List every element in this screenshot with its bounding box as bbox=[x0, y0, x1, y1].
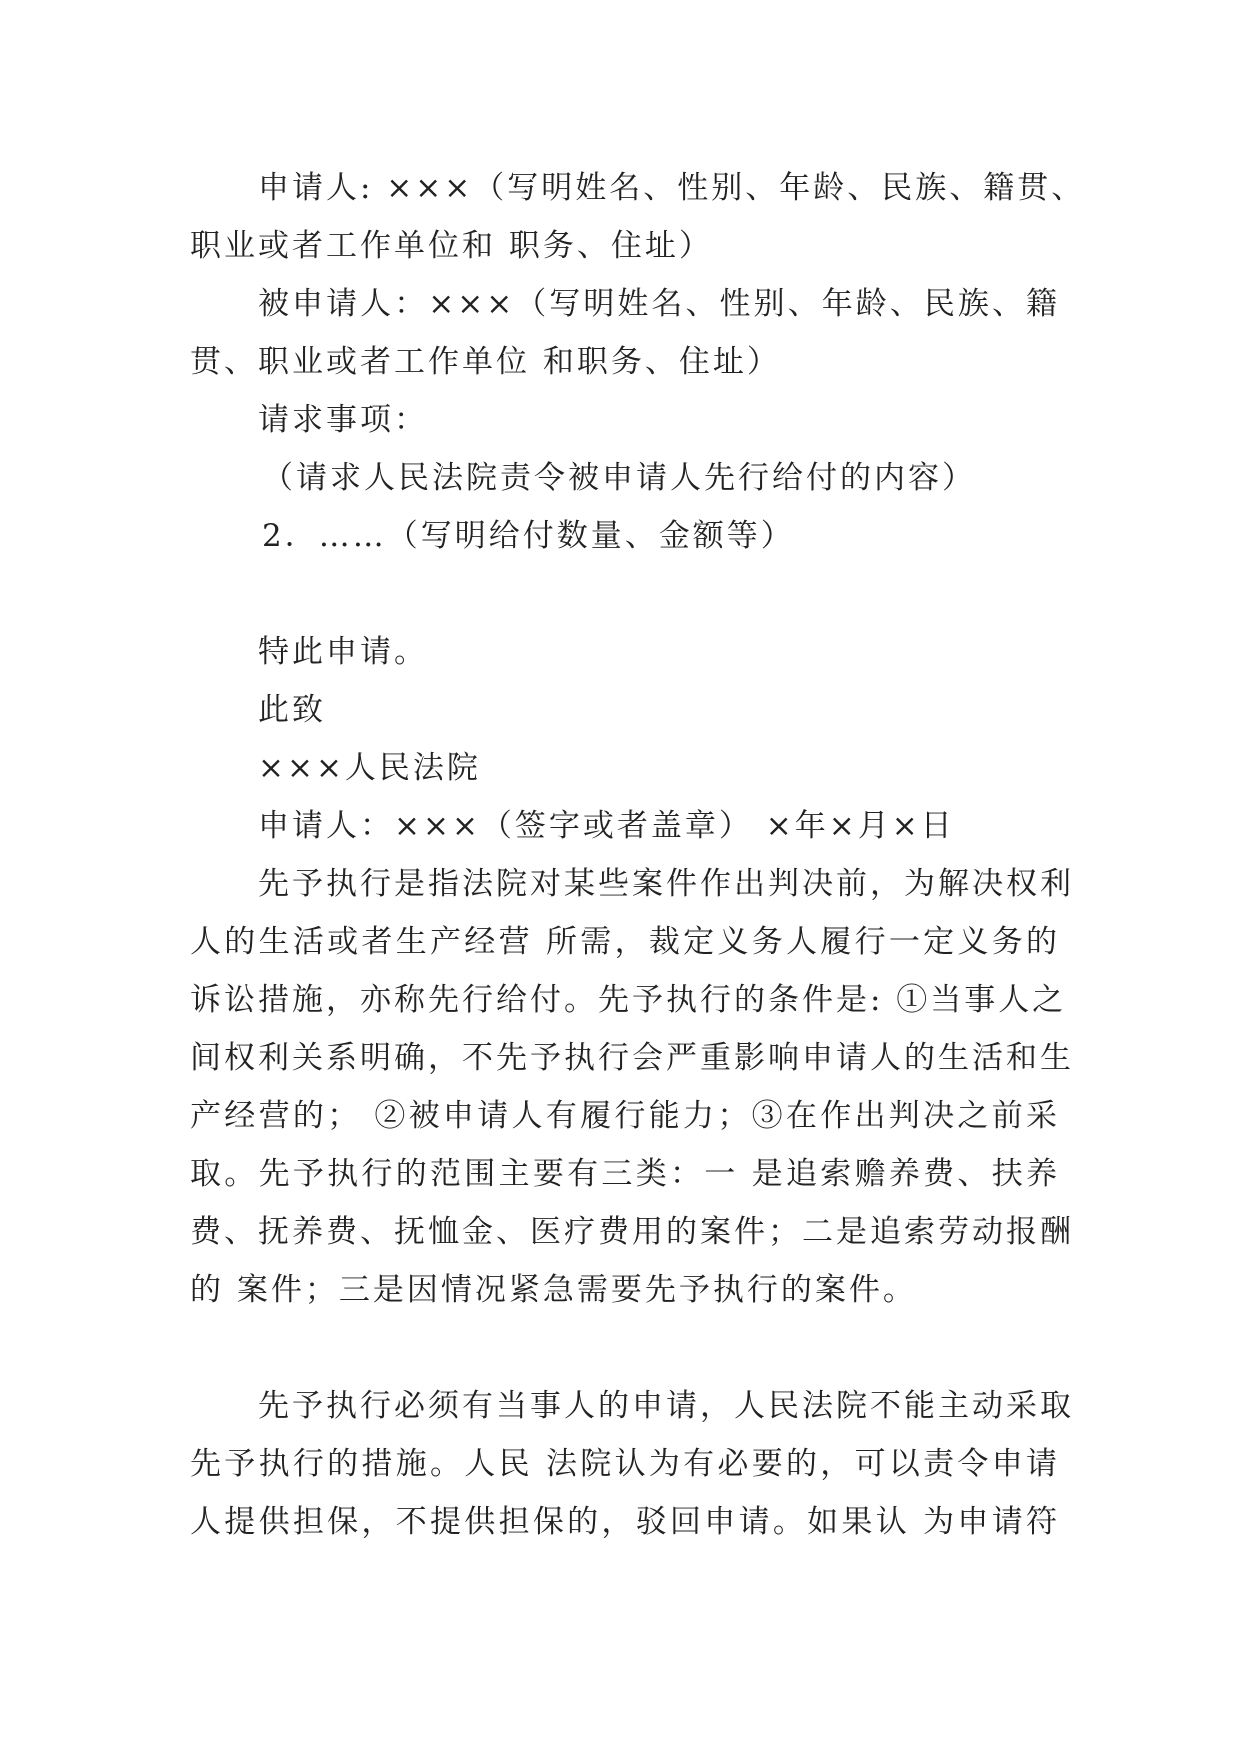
respondent-line: 被申请人：×××（写明姓名、性别、年龄、民族、籍 bbox=[258, 286, 1060, 322]
applicant-line: 申请人: ×××（写明姓名、性别、年龄、民族、籍贯、 bbox=[258, 170, 1086, 206]
paragraph-2-line-3: 人提供担保，不提供担保的，驳回申请。如果认 为申请符 bbox=[190, 1504, 1060, 1540]
closing-phrase: 特此申请。 bbox=[258, 634, 428, 670]
court-name: ×××人民法院 bbox=[258, 750, 481, 786]
paragraph-1-line-8: 的 案件；三是因情况紧急需要先予执行的案件。 bbox=[190, 1272, 917, 1308]
request-heading: 请求事项： bbox=[258, 402, 428, 438]
paragraph-1-line-1: 先予执行是指法院对某些案件作出判决前，为解决权利 bbox=[258, 866, 1074, 902]
paragraph-1-line-4: 间权利关系明确，不先予执行会严重影响申请人的生活和生 bbox=[190, 1040, 1074, 1076]
paragraph-2-line-1: 先予执行必须有当事人的申请，人民法院不能主动采取 bbox=[258, 1388, 1074, 1424]
applicant-line-cont: 职业或者工作单位和 职务、住址） bbox=[190, 228, 713, 264]
paragraph-2-line-2: 先予执行的措施。人民 法院认为有必要的，可以责令申请 bbox=[190, 1446, 1060, 1482]
request-item-2: 2．……（写明给付数量、金额等） bbox=[262, 518, 795, 554]
request-item-1: （请求人民法院责令被申请人先行给付的内容） bbox=[262, 460, 976, 496]
paragraph-1-line-2: 人的生活或者生产经营 所需，裁定义务人履行一定义务的 bbox=[190, 924, 1060, 960]
respondent-line-cont: 贯、职业或者工作单位 和职务、住址） bbox=[190, 344, 781, 380]
paragraph-1-line-5: 产经营的； ②被申请人有履行能力；③在作出判决之前采 bbox=[190, 1098, 1060, 1134]
paragraph-1-line-7: 费、抚养费、抚恤金、医疗费用的案件；二是追索劳动报酬 bbox=[190, 1214, 1074, 1250]
signature-date-line: 申请人：×××（签字或者盖章） ×年×月×日 bbox=[258, 808, 955, 844]
paragraph-1-line-6: 取。先予执行的范围主要有三类：一 是追索赡养费、扶养 bbox=[190, 1156, 1060, 1192]
salutation: 此致 bbox=[258, 692, 326, 728]
paragraph-1-line-3: 诉讼措施，亦称先行给付。先予执行的条件是: ①当事人之 bbox=[190, 982, 1067, 1018]
